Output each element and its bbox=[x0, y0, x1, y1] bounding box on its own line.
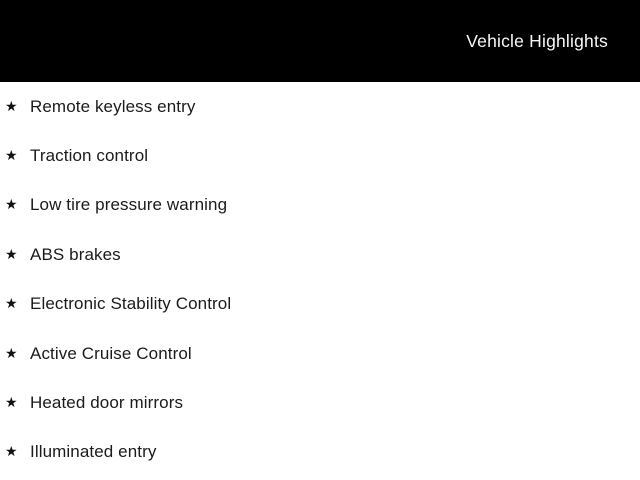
list-item bbox=[0, 131, 640, 180]
feature-label: Illuminated entry bbox=[30, 442, 157, 462]
feature-label: Electronic Stability Control bbox=[30, 294, 232, 314]
feature-label: Remote keyless entry bbox=[30, 96, 196, 116]
star-icon: ★ bbox=[5, 246, 18, 263]
page-title: Vehicle Highlights bbox=[466, 30, 608, 51]
list-item bbox=[0, 230, 640, 279]
header-bar bbox=[0, 0, 640, 82]
list-item bbox=[0, 428, 640, 477]
list-item bbox=[0, 280, 640, 329]
feature-label: Heated door mirrors bbox=[30, 393, 184, 413]
vehicle-highlights-list bbox=[0, 82, 640, 477]
list-item bbox=[0, 82, 640, 131]
feature-label: Traction control bbox=[30, 146, 149, 166]
star-icon: ★ bbox=[5, 444, 18, 461]
star-icon: ★ bbox=[5, 148, 18, 165]
feature-label: Low tire pressure warning bbox=[30, 195, 228, 215]
star-icon: ★ bbox=[5, 296, 18, 313]
list-item bbox=[0, 378, 640, 427]
star-icon: ★ bbox=[5, 197, 18, 214]
feature-label: ABS brakes bbox=[30, 244, 121, 264]
star-icon: ★ bbox=[5, 98, 18, 115]
list-item bbox=[0, 329, 640, 378]
star-icon: ★ bbox=[5, 395, 18, 412]
list-item bbox=[0, 181, 640, 230]
star-icon: ★ bbox=[5, 345, 18, 362]
feature-label: Active Cruise Control bbox=[30, 343, 192, 363]
